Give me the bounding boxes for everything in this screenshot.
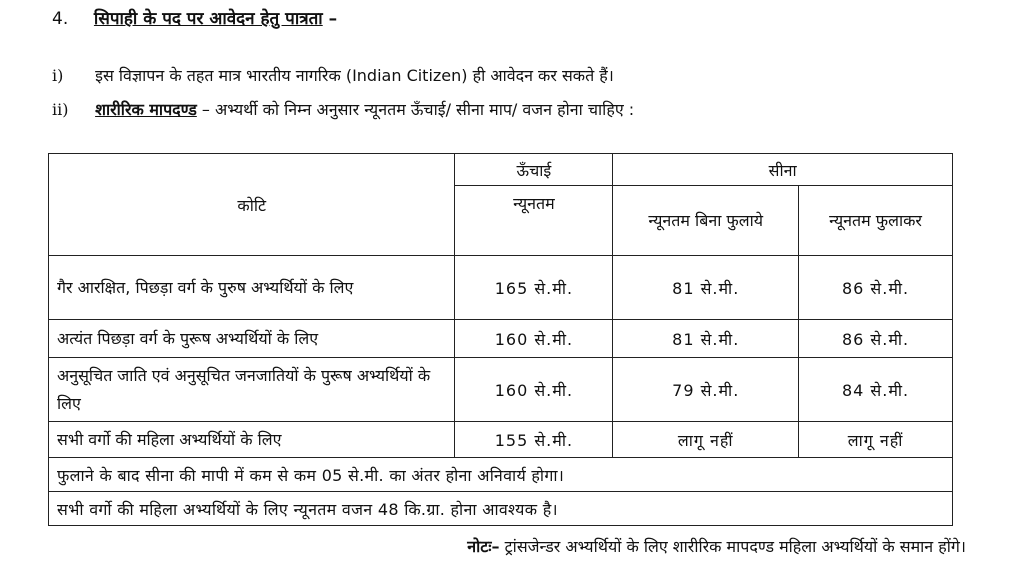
- header-height-min: न्यूनतम: [455, 186, 613, 256]
- row-chest-expanded: 84 से.मी.: [799, 358, 953, 422]
- point-number: ii): [52, 100, 69, 119]
- minimum-weight-rule: सभी वर्गो की महिला अभ्यर्थियों के लिए न्यूनतम वजन 48 कि.ग्रा. होना आवश्यक है।: [49, 492, 953, 526]
- header-chest-expanded: न्यूनतम फुलाकर: [799, 186, 953, 256]
- row-chest-expanded: 86 से.मी.: [799, 320, 953, 358]
- row-chest-expanded: लागू नहीं: [799, 422, 953, 458]
- row-chest-unexpanded: 79 से.मी.: [613, 358, 799, 422]
- row-height: 160 से.मी.: [455, 358, 613, 422]
- row-chest-unexpanded: लागू नहीं: [613, 422, 799, 458]
- row-category: सभी वर्गो की महिला अभ्यर्थियों के लिए: [49, 422, 455, 458]
- row-chest-unexpanded: 81 से.मी.: [613, 256, 799, 320]
- table-row: [49, 320, 953, 358]
- chest-expansion-rule: फुलाने के बाद सीना की मापी में कम से कम 05 से.मी. का अंतर होना अनिवार्य होगा।: [49, 458, 953, 492]
- point-physical-standards: [52, 98, 634, 120]
- header-chest: सीना: [613, 154, 953, 186]
- row-height: 155 से.मी.: [455, 422, 613, 458]
- note-text: ट्रांसजेन्डर अभ्यर्थियों के लिए शारीरिक मापदण्ड महिला अभ्यर्थियों के समान होंगे।: [499, 537, 966, 556]
- header-category: कोटि: [49, 154, 455, 256]
- row-category: गैर आरक्षित, पिछड़ा वर्ग के पुरुष अभ्यर्थियों के लिए: [49, 256, 455, 320]
- note-label: नोटः–: [467, 537, 500, 556]
- section-title: सिपाही के पद पर आवेदन हेतु पात्रता: [93, 9, 323, 29]
- transgender-note: [467, 535, 966, 557]
- row-height: 160 से.मी.: [455, 320, 613, 358]
- section-dash: –: [328, 9, 338, 29]
- point-label: शारीरिक मापदण्ड: [95, 100, 197, 119]
- point-number: i): [52, 66, 64, 85]
- table-row: [49, 422, 953, 458]
- row-height: 165 से.मी.: [455, 256, 613, 320]
- table-row: [49, 358, 953, 422]
- table-row: [49, 256, 953, 320]
- header-height: ऊँचाई: [455, 154, 613, 186]
- point-text: – अभ्यर्थी को निम्न अनुसार न्यूनतम ऊँचाई/ सीना माप/ वजन होना चाहिए :: [201, 100, 635, 119]
- table-footer-row: [49, 492, 953, 526]
- section-heading: [52, 6, 337, 29]
- row-category: अनुसूचित जाति एवं अनुसूचित जनजातियों के पुरूष अभ्यर्थियों के लिए: [49, 358, 455, 422]
- row-category: अत्यंत पिछड़ा वर्ग के पुरूष अभ्यर्थियों के लिए: [49, 320, 455, 358]
- section-number: 4.: [52, 9, 69, 29]
- row-chest-unexpanded: 81 से.मी.: [613, 320, 799, 358]
- row-chest-expanded: 86 से.मी.: [799, 256, 953, 320]
- point-text: इस विज्ञापन के तहत मात्र भारतीय नागरिक (Indian Citizen) ही आवेदन कर सकते हैं।: [95, 66, 614, 85]
- header-chest-unexpanded: न्यूनतम बिना फुलाये: [613, 186, 799, 256]
- physical-standards-table: [48, 153, 953, 526]
- point-citizenship: [52, 64, 614, 86]
- table-footer-row: [49, 458, 953, 492]
